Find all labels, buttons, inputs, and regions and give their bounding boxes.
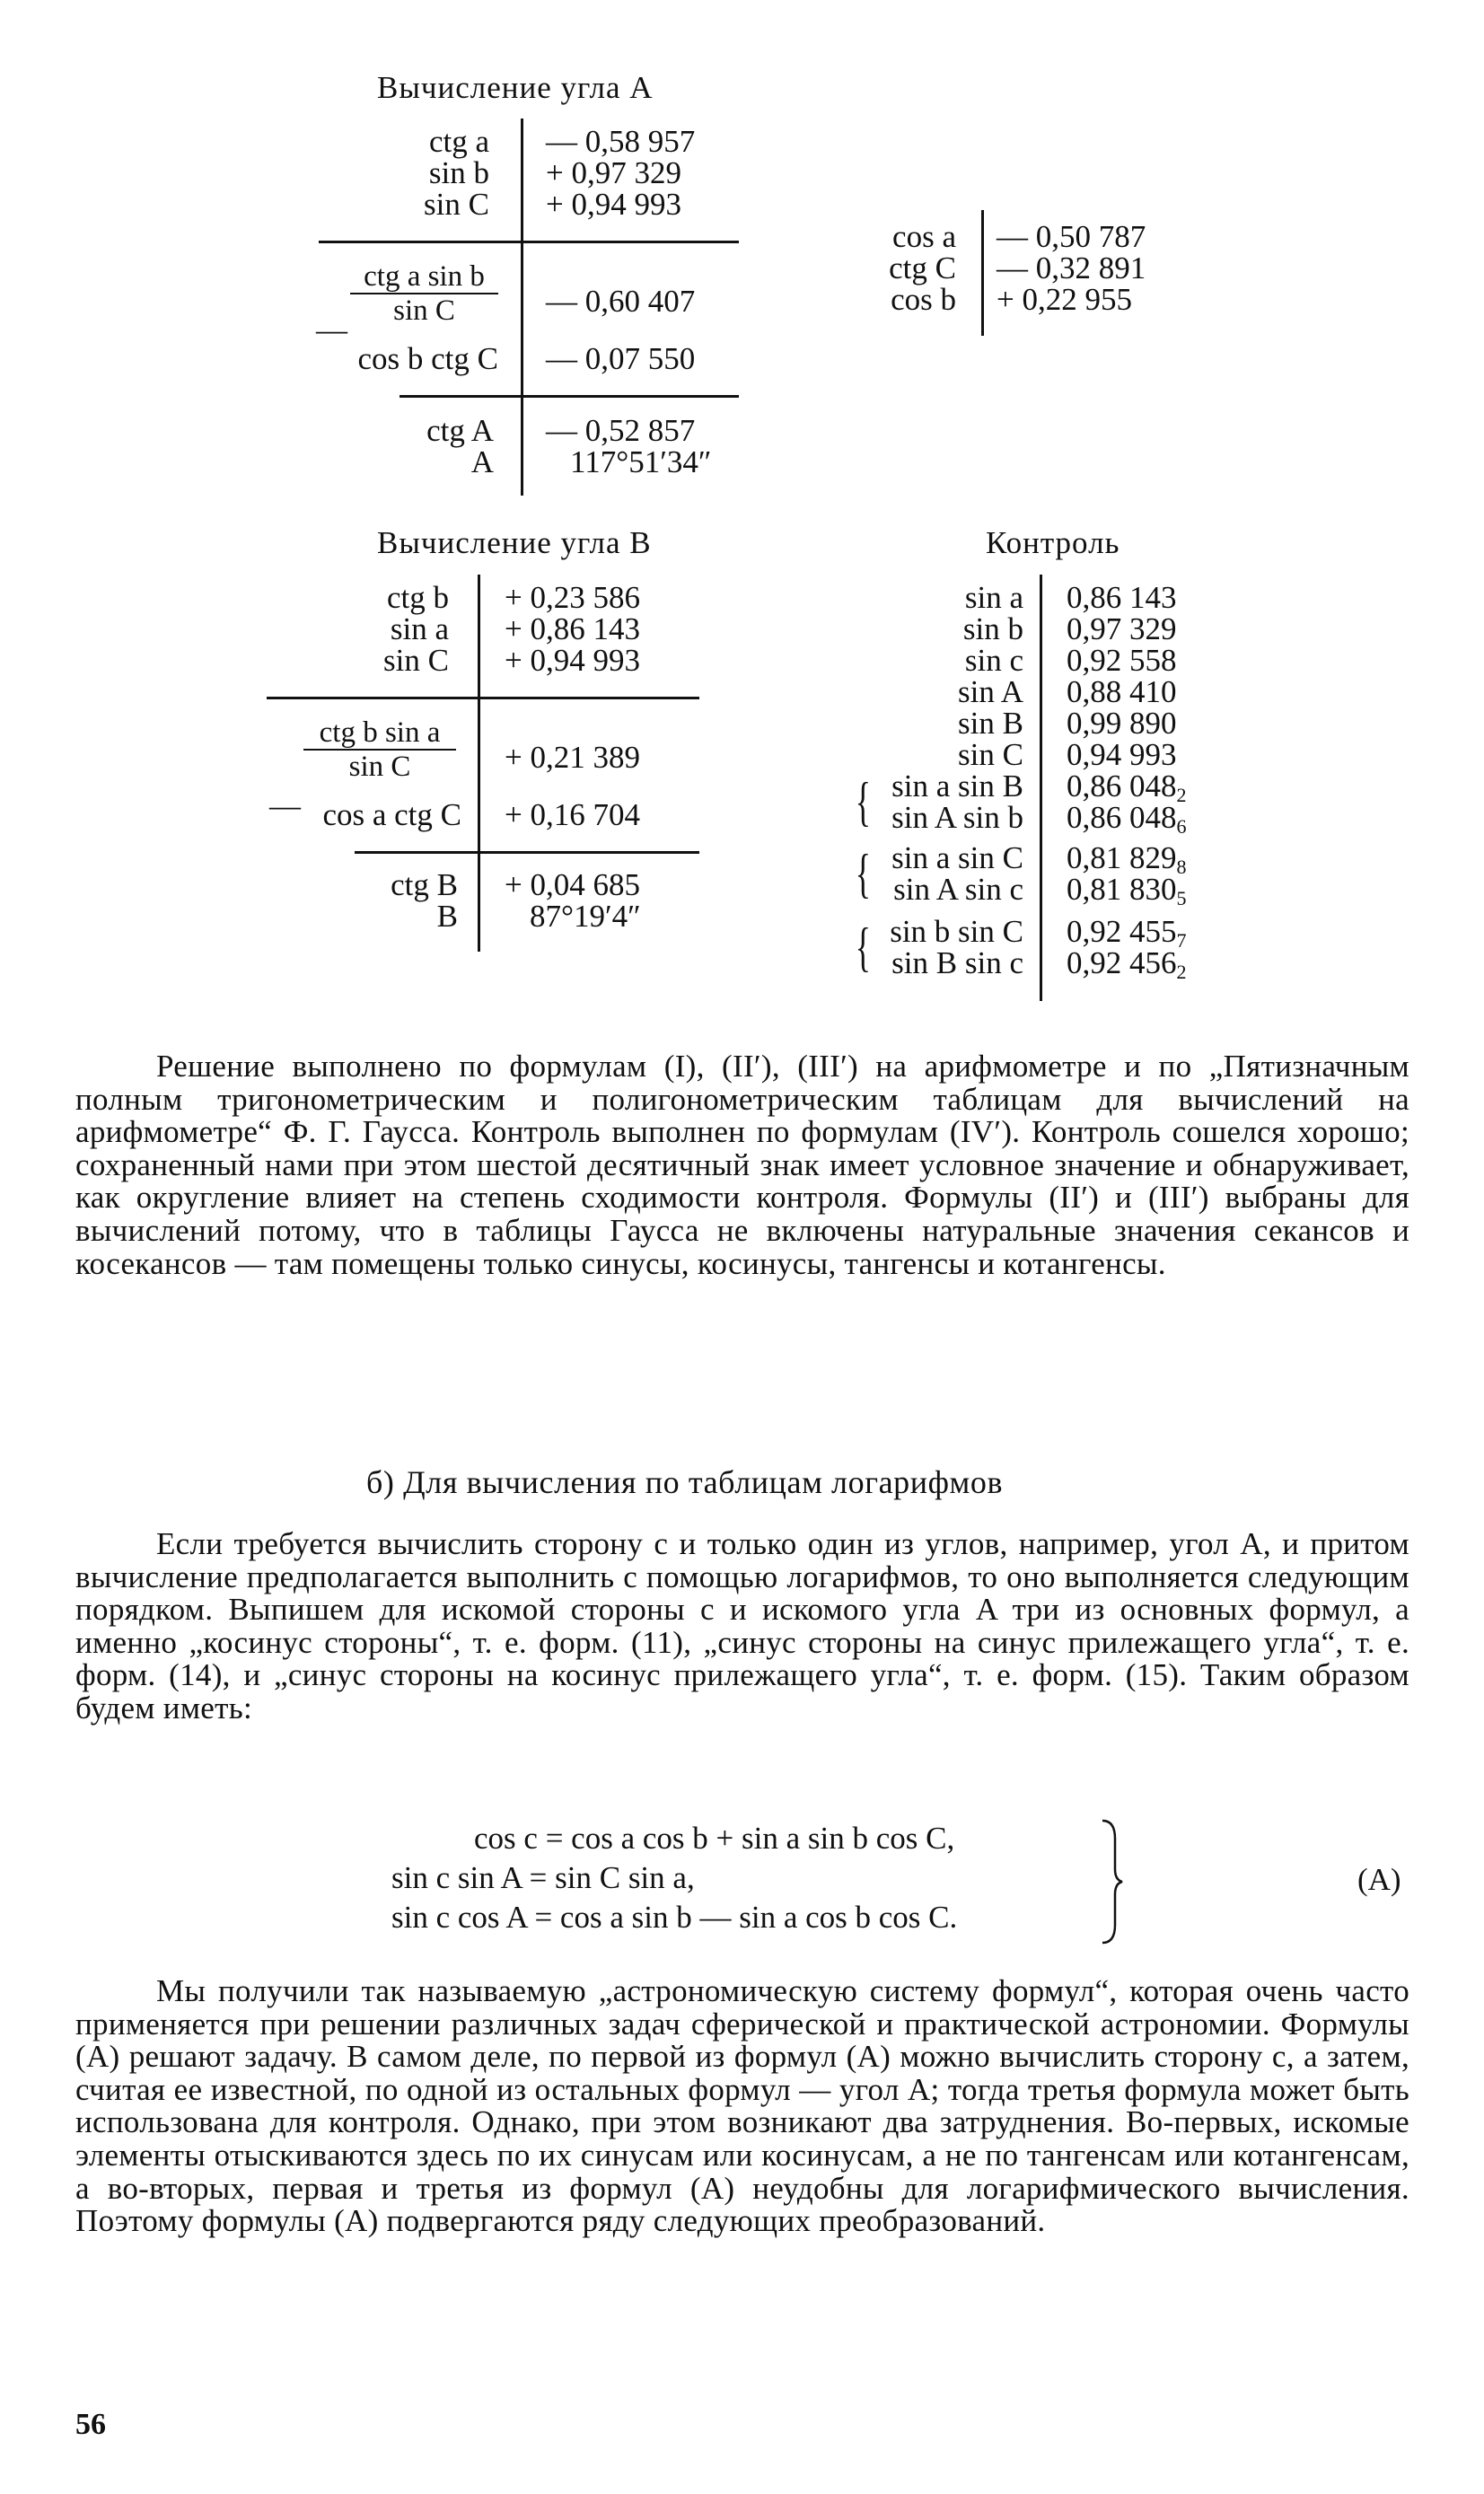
- angle-b-rule-2: [355, 851, 699, 854]
- angle-a-result-label-1: ctg A: [426, 413, 494, 448]
- angle-a-caption: Вычисление угла A: [377, 70, 654, 105]
- angle-b-cosa-value: + 0,16 704: [505, 797, 640, 832]
- control-caption: Контроль: [986, 525, 1120, 560]
- control-pair3-label-1: sin b sin C: [890, 914, 1023, 949]
- control-label-4: sin A: [958, 674, 1023, 709]
- paragraph-1: Решение выполнено по формулам (I), (II′), (III′) на арифмометре и по „Пятизначным полным тригонометрическим и полигонометрическим таблицам для вычислений на арифмометре“ Ф. Г. Гаусса. Контроль выполнен по формулам (IV′). Контроль сошелся хорошо; сохраненный нами при этом шестой десятичный знак имеет условное значение и обнаруживает, как округление влияет на степень сходимости контроля. Формулы (II′) и (III′) выбраны для вычислений потому, что в таблицы Гаусса не включены натуральные значения секансов и косекансов — там помещены только синусы, косинусы, тангенсы и котангенсы.: [75, 1049, 1409, 1281]
- equation-1: cos c = cos a cos b + sin a sin b cos C,: [474, 1821, 955, 1856]
- angle-b-frac-value: + 0,21 389: [505, 740, 640, 775]
- paragraph-3: Мы получили так называемую „астрономическую систему формул“, которая очень часто применяется при решении различных задач сферической и практической астрономии. Формулы (A) решают задачу. В самом деле, по первой из формул (A) можно вычислить сторону c, а затем, считая ее известной, по одной из остальных формул — угол A; тогда третья формула может быть использована для контроля. Однако, при этом возникают два затруднения. Во-первых, искомые элементы отыскиваются здесь по их синусам или косинусам, а не по тангенсам или котангенсам, а во-вторых, первая и третья из формул (A) неудобны для логарифмического вычисления. Поэтому формулы (A) подвергаются ряду следующих преобразований.: [75, 1973, 1409, 2239]
- angle-b-label-1: ctg b: [386, 580, 449, 615]
- angle-b-value-1: + 0,23 586: [505, 580, 640, 615]
- angle-b-fraction: [303, 716, 456, 783]
- control-vertical-rule: [1040, 575, 1042, 1001]
- angle-a-cosb-value: — 0,07 550: [546, 341, 696, 376]
- angle-a-fraction-num: ctg a sin b: [350, 260, 498, 294]
- control-pair2-label-1: sin a sin C: [891, 840, 1023, 875]
- angle-b-value-2: + 0,86 143: [505, 611, 640, 646]
- angle-b-result-value-1: + 0,04 685: [505, 867, 640, 902]
- control-label-6: sin C: [958, 737, 1023, 772]
- control-pair3-label-2: sin B sin c: [891, 945, 1023, 980]
- control-value-2: 0,97 329: [1067, 611, 1177, 646]
- control-value-6: 0,94 993: [1067, 737, 1177, 772]
- control-pair2-value-1: 0,81 $829_8$: [1067, 840, 1187, 878]
- aux-label-1: cos a: [892, 219, 956, 254]
- control-label-1: sin a: [964, 580, 1023, 615]
- angle-a-rule-2: [400, 395, 739, 398]
- angle-b-result-label-1: ctg B: [391, 867, 458, 902]
- angle-a-label-2: sin b: [428, 155, 489, 190]
- control-pair1-value-2: 0,86 $048_6$: [1067, 800, 1187, 838]
- control-pair3-value-2: 0,92 $456_2$: [1067, 945, 1187, 983]
- control-pair3-value-1: 0,92 $455_7$: [1067, 914, 1187, 952]
- angle-a-result-value-1: — 0,52 857: [546, 413, 696, 448]
- angle-a-value-1: — 0,58 957: [546, 124, 696, 159]
- control-value-1: 0,86 143: [1067, 580, 1177, 615]
- control-value-3: 0,92 558: [1067, 643, 1177, 678]
- control-label-3: sin c: [964, 643, 1023, 678]
- control-brace-3: {: [855, 918, 872, 977]
- angle-a-vertical-rule: [521, 119, 523, 496]
- equation-brace: [1099, 1819, 1126, 1945]
- angle-a-label-1: ctg a: [428, 124, 489, 159]
- angle-a-fraction-den: sin C: [393, 294, 455, 327]
- control-label-5: sin B: [958, 706, 1023, 741]
- angle-b-minus-sign: —: [269, 788, 301, 823]
- control-brace-2: {: [855, 844, 872, 903]
- angle-b-fraction-num: ctg b sin a: [303, 716, 456, 751]
- angle-a-cosb-label: cos b ctg C: [357, 341, 498, 376]
- angle-b-label-3: sin C: [383, 643, 449, 678]
- control-label-2: sin b: [962, 611, 1023, 646]
- equation-3: sin c cos A = cos a sin b — sin a cos b cos C.: [391, 1900, 958, 1935]
- aux-label-2: ctg C: [889, 250, 956, 285]
- angle-b-cosa-label: cos a ctg C: [322, 797, 461, 832]
- aux-vertical-rule: [981, 210, 984, 336]
- angle-a-frac-value: — 0,60 407: [546, 284, 696, 319]
- control-pair1-value-1: 0,86 $048_2$: [1067, 768, 1187, 806]
- aux-value-3: + 0,22 955: [997, 282, 1132, 317]
- angle-a-fraction: [350, 260, 498, 327]
- control-pair2-label-2: sin A sin c: [893, 872, 1023, 907]
- angle-b-caption: Вычисление угла B: [377, 525, 652, 560]
- page-number: 56: [75, 2408, 106, 2441]
- aux-value-2: — 0,32 891: [997, 250, 1146, 285]
- angle-b-value-3: + 0,94 993: [505, 643, 640, 678]
- angle-b-result-value-2: 87°19′4″: [530, 899, 641, 934]
- equation-2: sin c sin A = sin C sin a,: [391, 1860, 695, 1895]
- aux-label-3: cos b: [891, 282, 956, 317]
- angle-b-result-label-2: B: [436, 899, 458, 934]
- angle-a-rule-1: [319, 241, 739, 243]
- angle-b-fraction-den: sin C: [348, 751, 411, 783]
- control-pair2-value-2: 0,81 $830_5$: [1067, 872, 1187, 909]
- section-heading: б) Для вычисления по таблицам логарифмов: [366, 1464, 1004, 1500]
- angle-a-result-label-2: A: [470, 444, 494, 479]
- angle-a-label-3: sin C: [424, 187, 489, 222]
- control-brace-1: {: [855, 772, 872, 831]
- angle-a-minus-sign: —: [316, 312, 347, 347]
- equation-label: (A): [1357, 1862, 1401, 1897]
- angle-b-rule-1: [267, 697, 699, 699]
- control-value-4: 0,88 410: [1067, 674, 1177, 709]
- paragraph-2: Если требуется вычислить сторону c и только один из углов, например, угол A, и притом вычисление предполагается выполнить с помощью логарифмов, то оно выполняется следующим порядком. Выпишем для искомой стороны c и искомого угла A три из основных формул, а именно „косинус стороны“, т. е. форм. (11), „синус стороны на синус прилежащего угла“, т. е. форм. (14), и „синус стороны на косинус прилежащего угла“, т. е. форм. (15). Таким образом будем иметь:: [75, 1526, 1409, 1726]
- angle-a-value-3: + 0,94 993: [546, 187, 681, 222]
- aux-value-1: — 0,50 787: [997, 219, 1146, 254]
- angle-b-vertical-rule: [478, 575, 480, 952]
- angle-a-value-2: + 0,97 329: [546, 155, 681, 190]
- angle-a-result-value-2: 117°51′34″: [570, 444, 712, 479]
- control-pair1-label-1: sin a sin B: [891, 768, 1023, 804]
- control-value-5: 0,99 890: [1067, 706, 1177, 741]
- control-pair1-label-2: sin A sin b: [891, 800, 1023, 835]
- angle-b-label-2: sin a: [390, 611, 449, 646]
